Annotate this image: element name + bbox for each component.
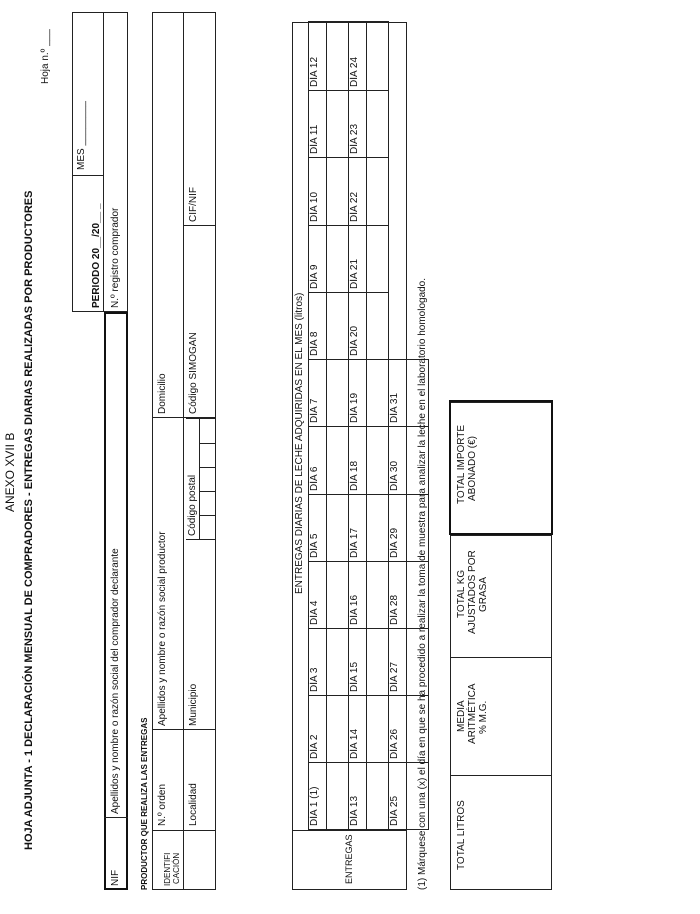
day-value-cell[interactable] [367, 91, 389, 158]
empty-cell [407, 158, 429, 226]
day-label-cell: DÍA 19 [349, 360, 367, 427]
period-separator [103, 12, 104, 312]
day-value-cell[interactable] [367, 629, 389, 696]
importe-label-1: TOTAL IMPORTE [456, 424, 467, 504]
deliveries-grid [308, 21, 429, 830]
deliveries-header: ENTREGAS DIARIAS DE LECHE ADQUIRIDAS EN EL MES (litros) [294, 292, 305, 594]
day-value-cell[interactable] [327, 158, 349, 226]
producer-col1-divider [152, 729, 216, 730]
sample-note-marker: (1) [309, 786, 320, 799]
day-label-cell: DÍA 12 [309, 22, 327, 91]
producer-row-divider [183, 12, 184, 890]
day-value-cell[interactable] [367, 22, 389, 91]
mes-field[interactable]: MES ________ [76, 101, 87, 170]
empty-cell [389, 158, 407, 226]
total-litros-label: TOTAL LITROS [456, 800, 467, 870]
codigo-postal-line [199, 418, 200, 540]
day-value-row [367, 22, 389, 830]
day-label-cell: DÍA 28 [389, 562, 407, 629]
municipio-field[interactable]: Municipio [188, 683, 199, 726]
producer-col3-divider [183, 225, 216, 226]
empty-cell [389, 22, 407, 91]
day-value-cell[interactable] [327, 427, 349, 495]
day-label-cell: DÍA 29 [389, 495, 407, 562]
day-value-cell[interactable] [327, 360, 349, 427]
day-value-cell[interactable] [327, 91, 349, 158]
media-label-1: MEDIA [456, 700, 467, 732]
identificacion-label-1: IDENTIFI [163, 852, 172, 886]
empty-cell [389, 91, 407, 158]
domicilio-field[interactable]: Domicilio [157, 373, 168, 414]
day-label-cell: DÍA 23 [349, 91, 367, 158]
form-title: HOJA ADJUNTA - 1 DECLARACIÓN MENSUAL DE COMPRADORES - ENTREGAS DIARIAS REALIZADAS POR PRODUCTORES [23, 190, 35, 850]
kg-label-2: AJUSTADOS POR [467, 550, 478, 634]
day-label-row [309, 22, 327, 830]
day-label-cell: DÍA 2 [309, 696, 327, 763]
day-label-cell: DÍA 26 [389, 696, 407, 763]
day-label-cell: DÍA 4 [309, 562, 327, 629]
day-label-cell: DÍA 6 [309, 427, 327, 495]
totals-divider [450, 775, 552, 776]
totals-divider [450, 657, 552, 658]
day-label-cell: DÍA 3 [309, 629, 327, 696]
producer-section-title: PRODUCTOR QUE REALIZA LAS ENTREGAS [140, 717, 149, 890]
day-label-cell: DÍA 18 [349, 427, 367, 495]
localidad-field[interactable]: Localidad [188, 783, 199, 826]
day-value-cell[interactable] [327, 562, 349, 629]
day-label-row [389, 22, 407, 830]
day-value-cell[interactable] [367, 360, 389, 427]
day-value-cell[interactable] [367, 562, 389, 629]
codigo-postal-label: Código postal [187, 474, 198, 536]
day-label-cell: DÍA 25 [389, 763, 407, 830]
orden-field[interactable]: N.º orden [157, 783, 168, 826]
day-label-row [349, 22, 367, 830]
media-label-3: % M.G. [478, 700, 489, 734]
sheet-number-label: Hoja n.º ___ [40, 29, 51, 84]
media-label-2: ARITMÉTICA [467, 683, 478, 744]
day-label-cell: DÍA 10 [309, 158, 327, 226]
annex-title: ANEXO XVII B [3, 432, 17, 512]
day-label-cell: DÍA 17 [349, 495, 367, 562]
importe-label-2: ABONADO (€) [467, 435, 478, 501]
deliveries-side-divider [292, 830, 407, 831]
day-label-cell: DÍA 21 [349, 226, 367, 293]
totals-divider [450, 535, 552, 536]
day-value-cell[interactable] [367, 226, 389, 293]
cp-digit-divider [199, 443, 216, 444]
empty-cell [407, 22, 429, 91]
day-label-cell: DÍA 8 [309, 293, 327, 360]
day-value-cell[interactable] [367, 763, 389, 830]
entregas-side-label: ENTREGAS [344, 834, 354, 884]
day-label-cell: DÍA 31 [389, 360, 407, 427]
day-label-cell: DÍA 16 [349, 562, 367, 629]
day-value-cell[interactable] [367, 427, 389, 495]
buyer-divider [104, 817, 128, 818]
day-label-cell: DÍA 11 [309, 91, 327, 158]
producer-side-divider [152, 830, 216, 831]
empty-cell [389, 226, 407, 293]
producer-name-field[interactable]: Apellidos y nombre o razón social productor [157, 531, 168, 726]
day-label-cell: DÍA 1 (1) [309, 763, 327, 830]
identificacion-label-2: CACIÓN [172, 852, 181, 884]
simogan-field[interactable]: Código SIMOGAN [188, 332, 199, 414]
period-divider [72, 175, 103, 176]
cp-digit-divider [199, 467, 216, 468]
empty-cell [407, 91, 429, 158]
day-value-cell[interactable] [327, 293, 349, 360]
day-value-cell[interactable] [367, 696, 389, 763]
day-value-row [327, 22, 349, 830]
cif-field[interactable]: CIF/NIF [188, 187, 199, 222]
day-value-cell[interactable] [327, 22, 349, 91]
day-label-cell: DÍA 27 [389, 629, 407, 696]
day-label-cell: DÍA 7 [309, 360, 327, 427]
buyer-name-field[interactable]: Apellidos y nombre o razón social del comprador declarante [110, 548, 121, 814]
day-value-cell[interactable] [367, 495, 389, 562]
day-label-cell: DÍA 13 [349, 763, 367, 830]
day-label-cell: DÍA 24 [349, 22, 367, 91]
day-label-cell: DÍA 14 [349, 696, 367, 763]
day-value-cell[interactable] [327, 696, 349, 763]
day-value-cell[interactable] [327, 226, 349, 293]
day-value-cell[interactable] [327, 763, 349, 830]
day-label-cell: DÍA 22 [349, 158, 367, 226]
day-value-cell[interactable] [367, 158, 389, 226]
day-value-cell[interactable] [327, 629, 349, 696]
day-label-cell: DÍA 5 [309, 495, 327, 562]
day-label-cell: DÍA 30 [389, 427, 407, 495]
day-value-cell[interactable] [367, 293, 389, 360]
footnote: (1) Márquese con una (x) el día en que se ha procedido a realizar la toma de muestra para analizar la leche en el laboratorio homologado. [417, 277, 428, 890]
nif-field[interactable]: NIF [110, 869, 121, 886]
cp-digit-divider [199, 515, 216, 516]
kg-label-3: GRASA [478, 576, 489, 612]
kg-label-1: TOTAL KG [456, 569, 467, 618]
day-label-cell: DÍA 9 [309, 226, 327, 293]
cp-digit-divider [199, 491, 216, 492]
registro-comprador-field[interactable]: N.º registro comprador [110, 207, 121, 308]
empty-cell [389, 293, 407, 360]
day-value-cell[interactable] [327, 495, 349, 562]
day-label-cell: DÍA 20 [349, 293, 367, 360]
day-label-cell: DÍA 15 [349, 629, 367, 696]
periodo-field[interactable]: PERIODO 20__/20__ _ [91, 203, 102, 308]
